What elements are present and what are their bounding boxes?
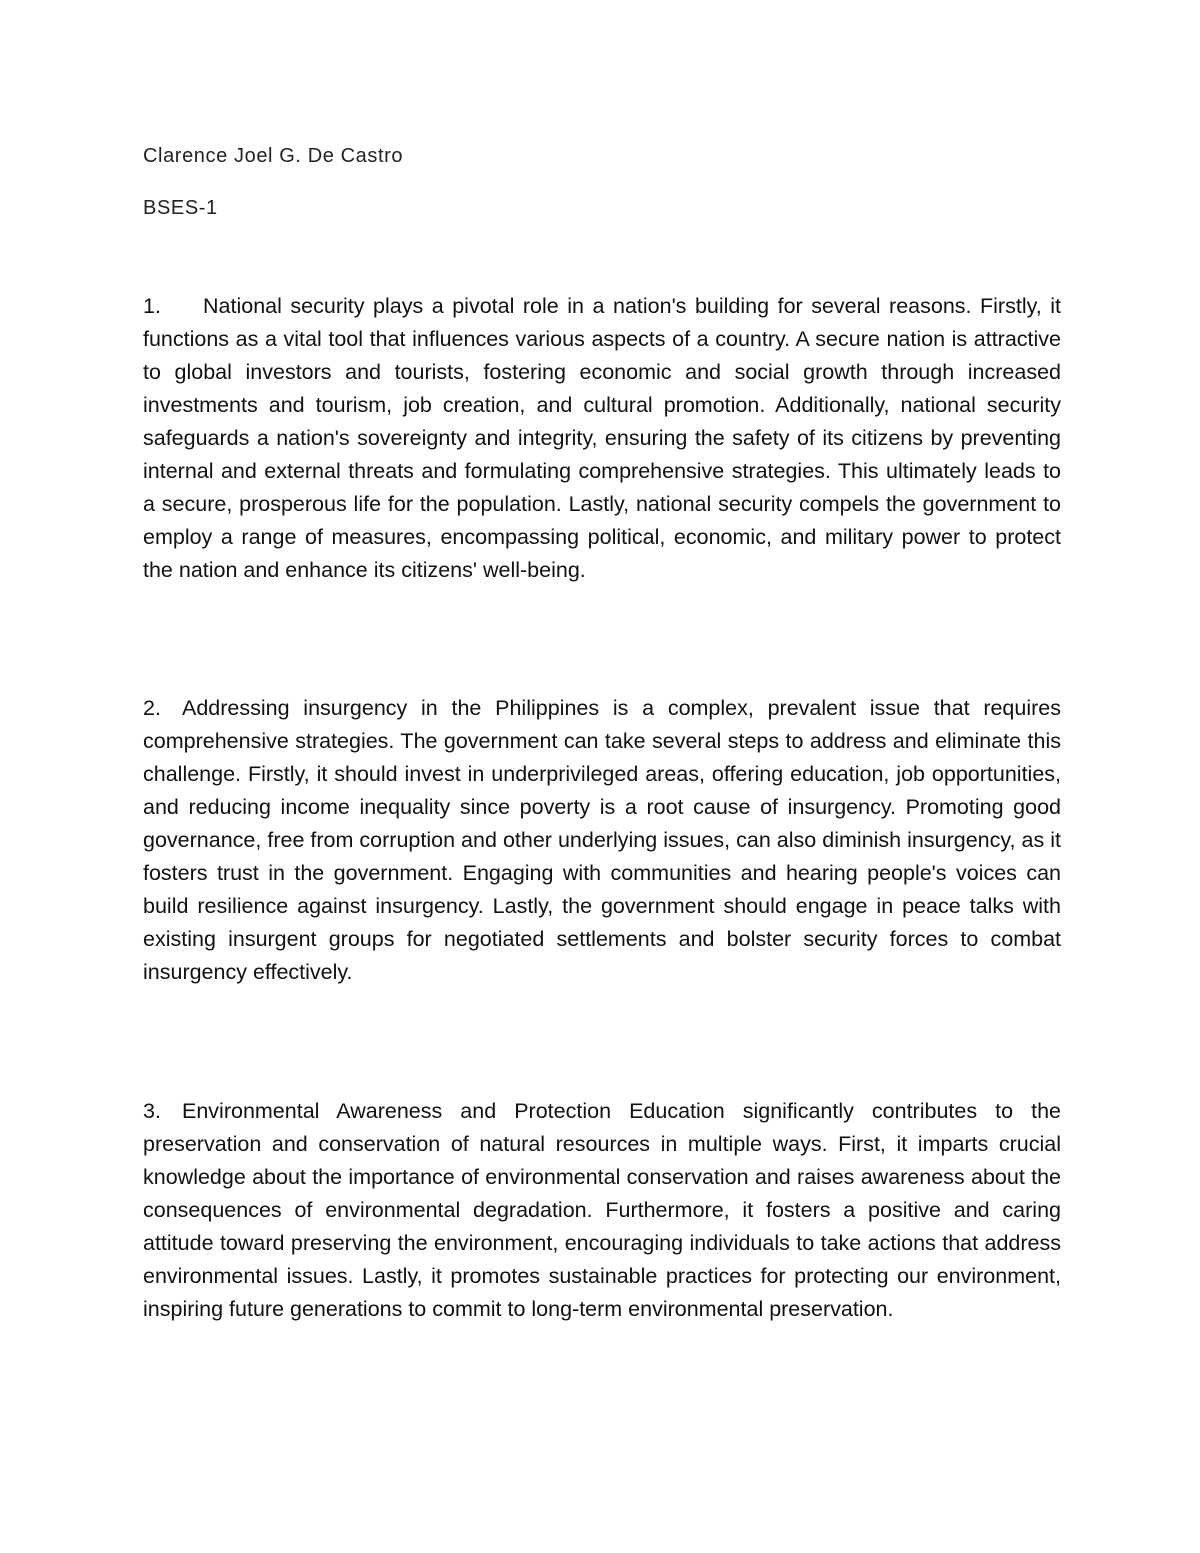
answer-text-2: Addressing insurgency in the Philippines is a complex, prevalent issue that requires comprehensive strategies. The government can take several steps to address and eliminate this challenge. Firstly, it should invest in underprivileged areas, offering education, job opportunities, and reducing income inequality since poverty is a root cause of insurgency. Promoting good governance, free from corruption and other underlying issues, can also diminish insurgency, as it fosters trust in the government. Engaging with communities and hearing people's voices can build resilience against insurgency. Lastly, the government should engage in peace talks with existing insurgent groups for negotiated settlements and bolster security forces to combat insurgency effectively. [143, 696, 1061, 984]
answer-number-1: 1. [143, 294, 161, 318]
answer-number-2: 2. [143, 696, 161, 720]
answer-item-3 [143, 1095, 1061, 1326]
answer-item-1 [143, 290, 1061, 587]
answer-item-2 [143, 692, 1061, 989]
answer-number-3: 3. [143, 1099, 161, 1123]
answer-text-3: Environmental Awareness and Protection Education significantly contributes to the preservation and conservation of natural resources in multiple ways. First, it imparts crucial knowledge about the importance of environmental conservation and raises awareness about the consequences of environmental degradation. Furthermore, it fosters a positive and caring attitude toward preserving the environment, encouraging individuals to take actions that address environmental issues. Lastly, it promotes sustainable practices for protecting our environment, inspiring future generations to commit to long-term environmental preservation. [143, 1099, 1061, 1321]
answer-text-1: National security plays a pivotal role in a nation's building for several reasons. Firstly, it functions as a vital tool that influences various aspects of a country. A secure nation is attractive to global investors and tourists, fostering economic and social growth through increased investments and tourism, job creation, and cultural promotion. Additionally, national security safeguards a nation's sovereignty and integrity, ensuring the safety of its citizens by preventing internal and external threats and formulating comprehensive strategies. This ultimately leads to a secure, prosperous life for the population. Lastly, national security compels the government to employ a range of measures, encompassing political, economic, and military power to protect the nation and enhance its citizens' well-being. [143, 294, 1061, 582]
section-label: BSES-1 [143, 197, 218, 219]
author-name: Clarence Joel G. De Castro [143, 145, 404, 167]
